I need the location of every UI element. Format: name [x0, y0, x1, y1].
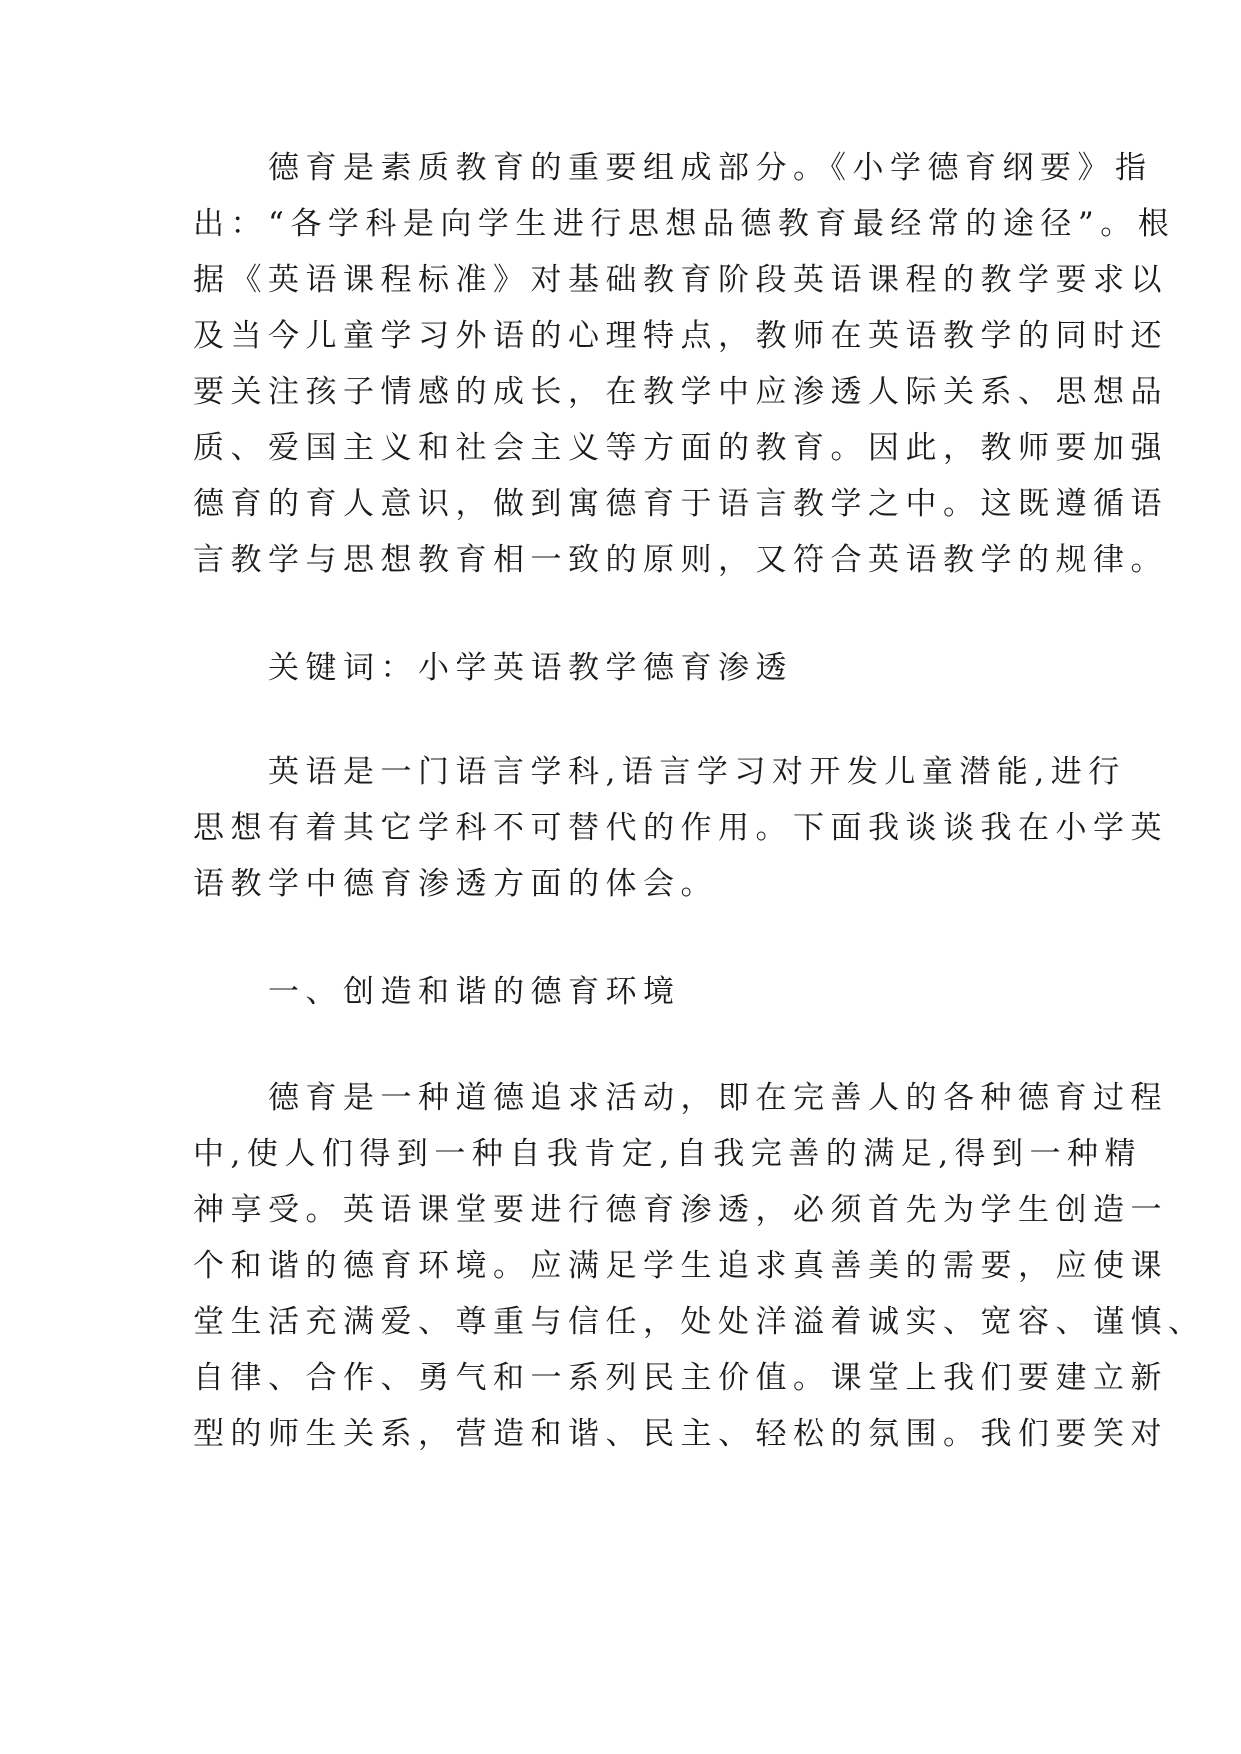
intro-line-4: 及当今儿童学习外语的心理特点，教师在英语教学的同时还	[193, 318, 1168, 354]
intro-line-8: 言教学与思想教育相一致的原则，又符合英语教学的规律。	[193, 542, 1168, 578]
section-body-line-7: 型的师生关系，营造和谐、民主、轻松的氛围。我们要笑对	[193, 1416, 1168, 1452]
section-heading: 一、创造和谐的德育环境	[193, 974, 681, 1010]
intro-line-5: 要关注孩子情感的成长，在教学中应渗透人际关系、思想品	[193, 374, 1168, 410]
intro-line-2: 出：“各学科是向学生进行思想品德教育最经常的途径”。根	[193, 206, 1176, 242]
section-body-line-3: 神享受。英语课堂要进行德育渗透，必须首先为学生创造一	[193, 1192, 1168, 1228]
keywords-line: 关键词：小学英语教学德育渗透	[193, 650, 793, 686]
section-body-line-1: 德育是一种道德追求活动，即在完善人的各种德育过程	[193, 1080, 1168, 1116]
section-body-line-6: 自律、合作、勇气和一系列民主价值。课堂上我们要建立新	[193, 1360, 1168, 1396]
section-body-line-2: 中,使人们得到一种自我肯定,自我完善的满足,得到一种精	[193, 1136, 1143, 1172]
intro-line-1: 德育是素质教育的重要组成部分。《小学德育纲要》指	[193, 150, 1153, 186]
intro-line-3: 据《英语课程标准》对基础教育阶段英语课程的教学要求以	[193, 262, 1168, 298]
opening-line-3: 语教学中德育渗透方面的体会。	[193, 866, 718, 902]
intro-line-6: 质、爱国主义和社会主义等方面的教育。因此，教师要加强	[193, 430, 1168, 466]
section-body-line-5: 堂生活充满爱、尊重与信任，处处洋溢着诚实、宽容、谨慎、	[193, 1304, 1206, 1340]
opening-line-2: 思想有着其它学科不可替代的作用。下面我谈谈我在小学英	[193, 810, 1168, 846]
opening-line-1: 英语是一门语言学科,语言学习对开发儿童潜能,进行	[193, 754, 1126, 790]
intro-line-7: 德育的育人意识，做到寓德育于语言教学之中。这既遵循语	[193, 486, 1168, 522]
section-body-line-4: 个和谐的德育环境。应满足学生追求真善美的需要，应使课	[193, 1248, 1168, 1284]
